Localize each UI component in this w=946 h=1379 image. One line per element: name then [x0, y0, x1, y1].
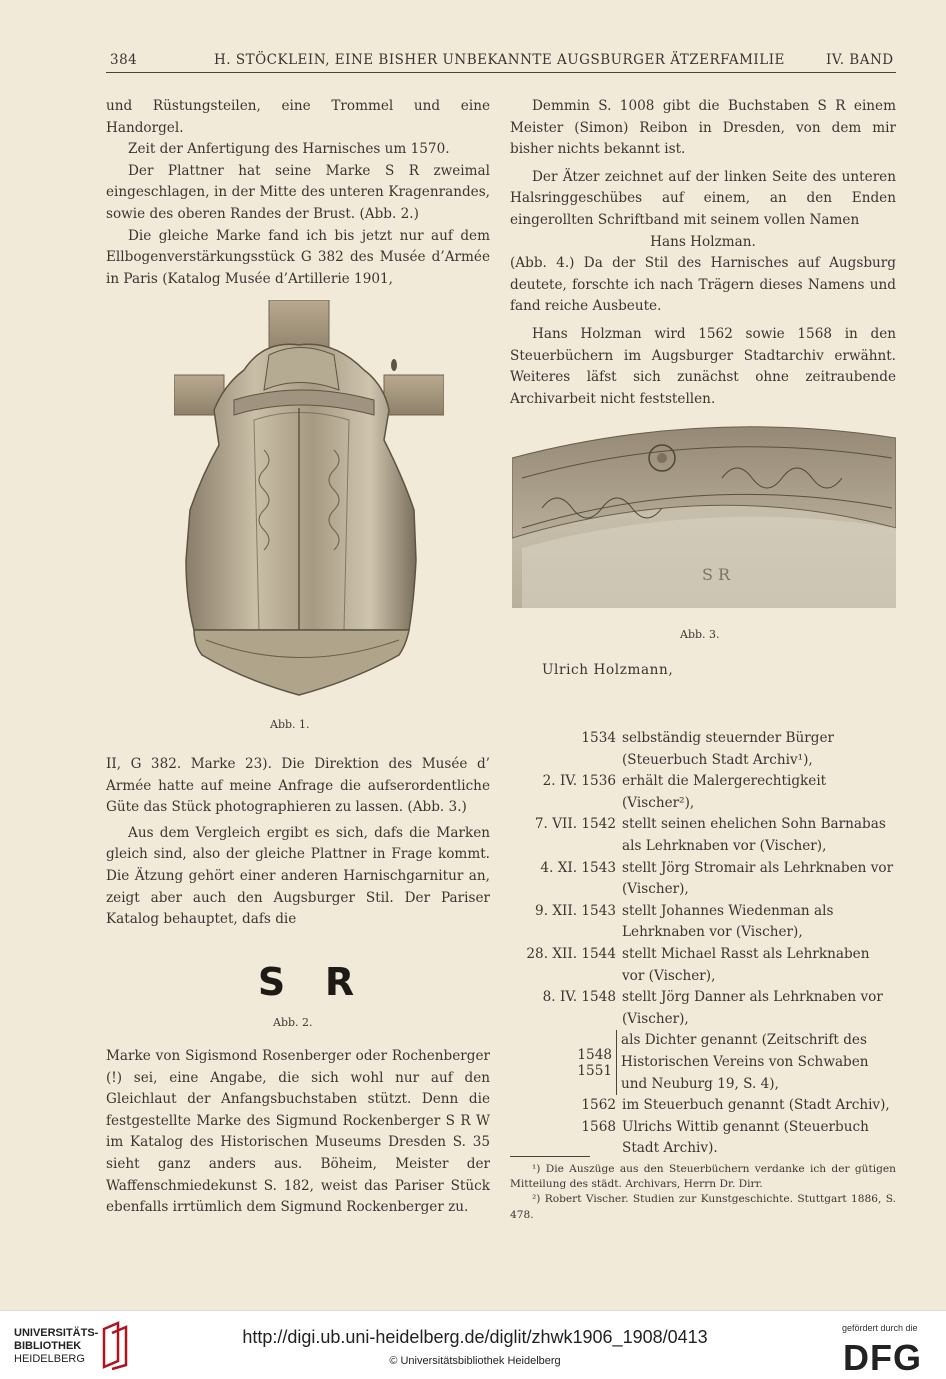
footer-bar [0, 1310, 946, 1379]
chronicle-entry [510, 814, 896, 857]
entry-text: selbständig steuernder Bürger (Steuerbuch Stadt Archiv¹), [622, 730, 835, 768]
cuirass-photo [174, 300, 444, 710]
footnotes [510, 1162, 896, 1223]
paragraph: Hans Holzman wird 1562 sowie 1568 in den Steuerbüchern im Augsburger Stadtarchiv erwähnt. Weiteres läfst sich zunächst ohne zeitraubende Archivarbeit nicht feststellen. [510, 325, 896, 407]
footnote-rule [510, 1156, 590, 1157]
entry-date: 1568 [581, 1118, 616, 1135]
entry-text: stellt Jörg Stromair als Lehrknaben vor (Vischer), [622, 859, 894, 898]
entry-date: 8. IV. 1548 [542, 989, 616, 1006]
paragraph: (Abb. 4.) Da der Stil des Harnisches auf Augsburg deutete, forschte ich nach Trägern dieses Namens und fand reiche Ausbeute. [510, 255, 896, 315]
permalink-url[interactable]: http://digi.ub.uni-heidelberg.de/diglit/zhwk1906_1908/0413 [242, 1327, 708, 1347]
paragraph: Marke von Sigismond Rosenberger oder Rochenberger (!) sei, eine Angabe, die sich wohl nur auf den Gleichlaut der Anfangsbuchstaben stützt. Denn die festgestellte Marke des Sigmund Rockenberger S R W im Katalog des Historischen Museums Dresden S. 35 sieht ganz anders aus. Böheim, Meister der Waffenschmiedekunst S. 182, weist das Pariser Stück ebenfalls irrtümlich dem Sigmund Rockenberger zu. [106, 1048, 490, 1216]
entry-text: stellt Johannes Wiedenman als Lehrknaben vor (Vischer), [622, 902, 834, 941]
entry-date-end: 1551 [577, 1062, 612, 1079]
left-column-middle [106, 754, 490, 931]
entry-date-start: 1548 [577, 1046, 612, 1063]
library-logo-icon [100, 1321, 134, 1371]
chronicle-entry [510, 771, 896, 814]
left-column-top [106, 96, 490, 290]
running-title: H. STÖCKLEIN, EINE BISHER UNBEKANNTE AUGSBURGER ÄTZERFAMILIE [214, 52, 785, 68]
entry-text: stellt seinen ehelichen Sohn Barnabas als Lehrknaben vor (Vischer), [622, 816, 886, 854]
chronicle-entry [510, 1117, 896, 1160]
footnote-2: ²) Robert Vischer. Studien zur Kunstgeschichte. Stuttgart 1886, S. 478. [510, 1193, 896, 1221]
paragraph: Zeit der Anfertigung des Harnisches um 1570. [128, 141, 450, 158]
entry-text: im Steuerbuch genannt (Stadt Archiv), [622, 1097, 890, 1114]
page-number: 384 [110, 52, 138, 68]
chronicle-entry [510, 1030, 896, 1095]
dfg-logo: DFG [843, 1337, 922, 1378]
entry-date: 7. VII. 1542 [534, 816, 616, 833]
paragraph: und Rüstungsteilen, eine Trommel und eine Handorgel. [106, 98, 490, 136]
maker-mark-sr: S R [257, 960, 355, 1004]
paragraph: II, G 382. Marke 23). Die Direktion des Musée d’ Armée hatte auf meine Anfrage die aufserordentliche Güte das Stück photographieren zu lassen. (Abb. 3.) [106, 756, 490, 816]
volume-label: IV. BAND [826, 52, 894, 68]
chronicle-entry [510, 944, 896, 987]
entry-date: 28. XII. 1544 [526, 945, 616, 962]
library-line: BIBLIOTHEK [14, 1340, 82, 1352]
entry-date: 2. IV. 1536 [542, 773, 616, 790]
chronicle-entry [510, 987, 896, 1030]
entry-date: 9. XII. 1543 [535, 902, 616, 919]
funder-note: gefördert durch die [842, 1323, 918, 1333]
chronicle-heading: Ulrich Holzmann, [542, 662, 674, 678]
chronicle-list [510, 728, 896, 1160]
footnote-1: ¹) Die Auszüge aus den Steuerbüchern verdanke ich der gütigen Mitteilung des städt. Archivars, Herrn Dr. Dirr. [510, 1163, 896, 1191]
right-column-top [510, 96, 896, 410]
library-line: UNIVERSITÄTS- [14, 1327, 99, 1339]
paragraph: Der Ätzer zeichnet auf der linken Seite des unteren Halsringgeschübes auf einem, an den Enden eingerollten Schriftband mit seinem vollen Namen [510, 168, 896, 228]
entry-text: Ulrichs Wittib genannt (Steuerbuch Stadt Archiv). [622, 1118, 869, 1157]
header-rule [106, 72, 896, 73]
left-column-bottom [106, 1046, 490, 1219]
entry-text: als Dichter genannt (Zeitschrift des Historischen Vereins von Schwaben und Neuburg 19, S. 4), [621, 1032, 869, 1092]
library-name [14, 1327, 98, 1366]
entry-date: 4. XI. 1543 [540, 859, 616, 876]
figure-2-caption: Abb. 2. [273, 1016, 313, 1029]
entry-text: stellt Jörg Danner als Lehrknaben vor (Vischer), [622, 989, 883, 1027]
entry-date-range [510, 1030, 617, 1095]
paragraph: Die gleiche Marke fand ich bis jetzt nur auf dem Ellbogenverstärkungsstück G 382 des Musée d’Armée in Paris (Katalog Musée d’Artillerie 1901, [106, 227, 490, 287]
chronicle-entry [510, 1095, 896, 1117]
entry-date: 1562 [581, 1097, 616, 1114]
copyright-notice: © Universitätsbibliothek Heidelberg [389, 1355, 561, 1367]
elbow-mark-text: S R [702, 565, 731, 584]
paragraph: Der Plattner hat seine Marke S R zweimal eingeschlagen, in der Mitte des unteren Kragenrandes, sowie des oberen Randes der Brust. (Abb. 2.) [106, 162, 490, 222]
name-line: Hans Holzman. [650, 233, 756, 250]
entry-text: stellt Michael Rasst als Lehrknaben vor (Vischer), [622, 945, 870, 984]
elbow-piece-photo [512, 418, 896, 618]
figure-1-caption: Abb. 1. [270, 718, 310, 731]
library-line: HEIDELBERG [14, 1353, 85, 1365]
chronicle-entry [510, 858, 896, 901]
paragraph: Aus dem Vergleich ergibt es sich, dafs die Marken gleich sind, also der gleiche Plattner in Frage kommt. Die Ätzung gehört einer anderen Harnischgarnitur an, zeigt aber auch den Augsburger Stil. Der Pariser Katalog behauptet, dafs die [106, 824, 490, 928]
chronicle-entry [510, 901, 896, 944]
figure-3-caption: Abb. 3. [680, 628, 720, 641]
paragraph: Demmin S. 1008 gibt die Buchstaben S R einem Meister (Simon) Reibon in Dresden, von dem mir bisher nichts bekannt ist. [510, 98, 896, 158]
entry-date: 1534 [581, 730, 616, 746]
entry-text: erhält die Malergerechtigkeit (Vischer²), [622, 773, 827, 811]
chronicle-entry [510, 728, 896, 771]
